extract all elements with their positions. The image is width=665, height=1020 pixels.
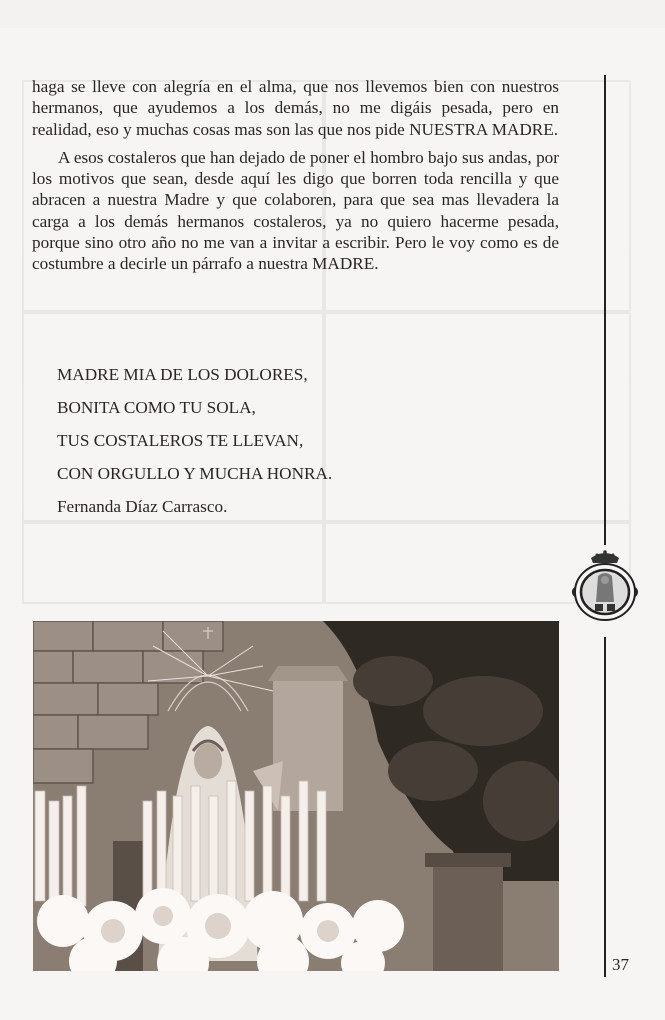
page-number: 37	[612, 955, 629, 974]
paragraph-2: A esos costaleros que han dejado de poner el hombro bajo sus andas, por los motivos que sean, desde aquí les digo que borren toda rencilla y que abracen a nuestra Madre y que colaboren, para que sea mas llevadera la carga a los demás hermanos costaleros, ya no quiero hacerme pesada, porque sino otro año no me van a invitar a escribir. Pero le voy como es de costumbre a decirle un párrafo a nuestra MADRE.	[32, 147, 559, 274]
margin-rule-top	[604, 75, 606, 545]
poem-line-3: TUS COSTALEROS TE LLEVAN,	[57, 431, 304, 450]
margin-rule-bottom	[604, 637, 606, 977]
poem-line-4: CON ORGULLO Y MUCHA HONRA.	[57, 464, 333, 483]
procession-photo	[33, 621, 559, 971]
poem	[57, 363, 477, 528]
crest-icon	[571, 548, 639, 622]
poem-line-2: BONITA COMO TU SOLA,	[57, 398, 256, 417]
poem-line-1: MADRE MIA DE LOS DOLORES,	[57, 365, 308, 384]
body-text	[32, 76, 559, 282]
poem-signature: Fernanda Díaz Carrasco.	[57, 497, 228, 516]
paragraph-1: haga se lleve con alegría en el alma, que nos llevemos bien con nuestros hermanos, que ayudemos a los demás, no me digáis pesada, pero en realidad, eso y muchas cosas mas son las que nos pide NUESTRA MADRE.	[32, 77, 559, 139]
